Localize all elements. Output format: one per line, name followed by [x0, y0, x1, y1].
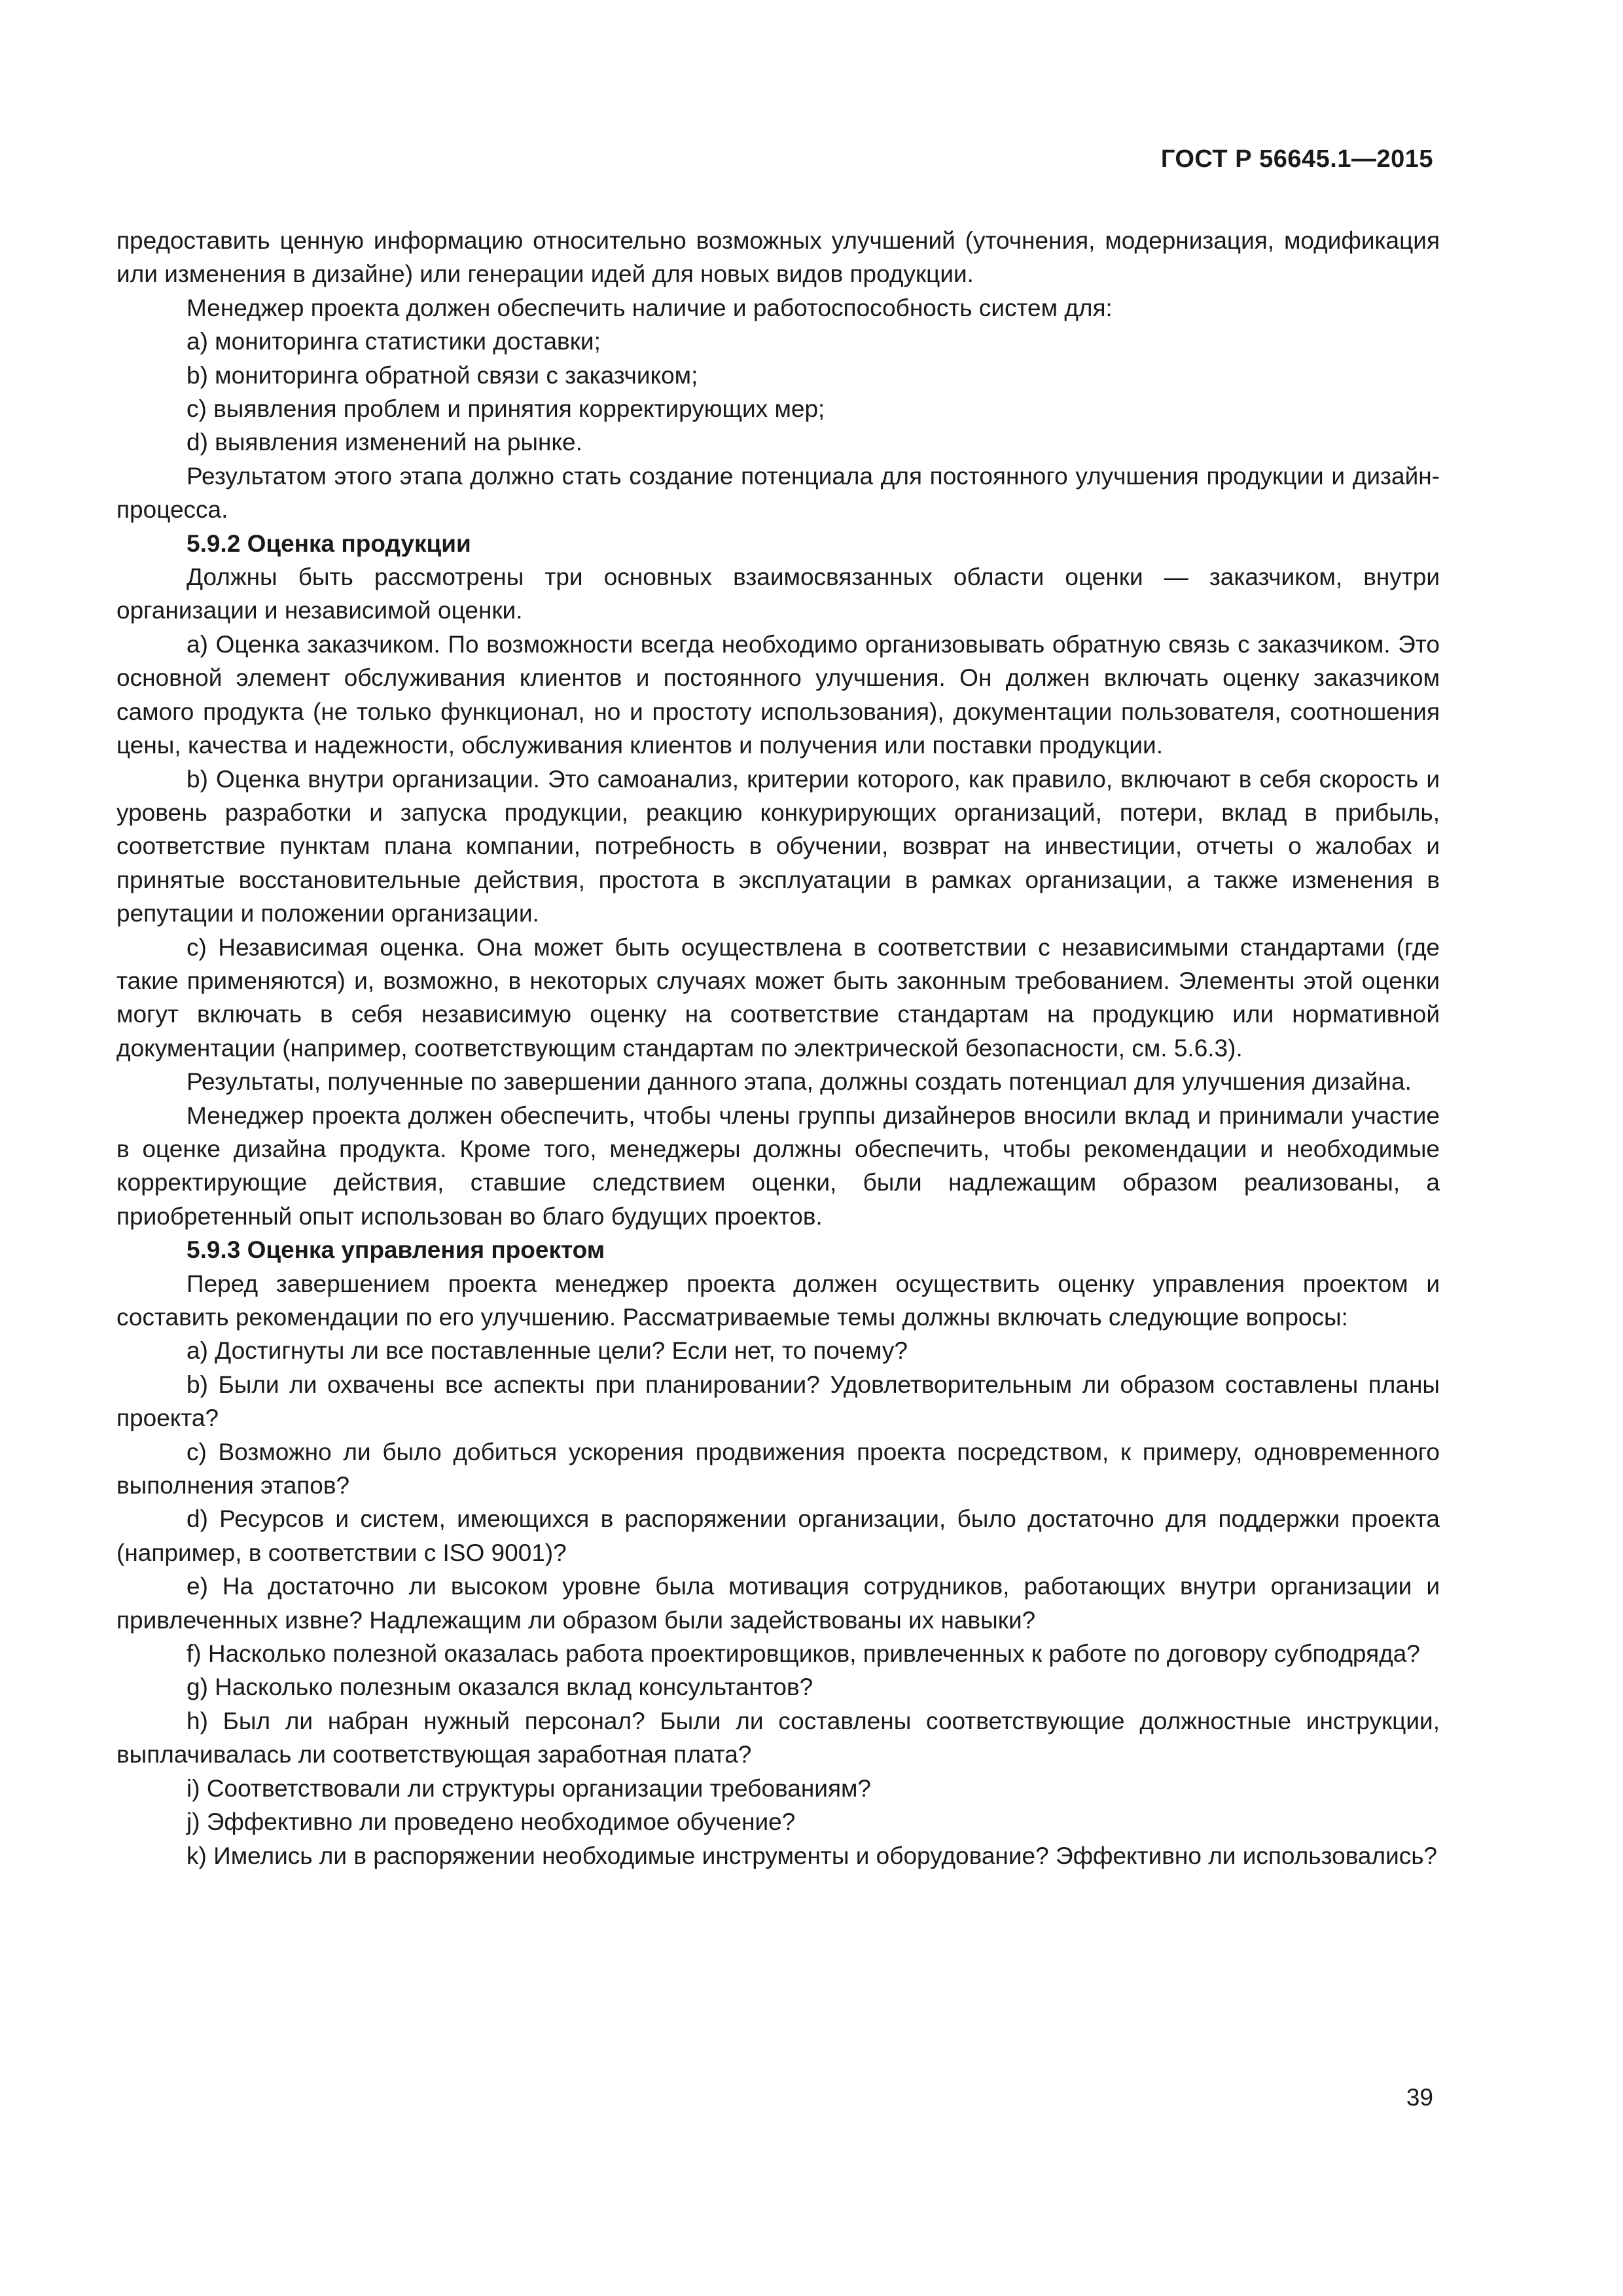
list-item: b) мониторинга обратной связи с заказчиком;	[187, 361, 698, 389]
list-item: f) Насколько полезной оказалась работа проектировщиков, привлеченных к работе по договору субподряда?	[187, 1640, 1420, 1668]
list-item: d) выявления изменений на рынке.	[187, 429, 582, 456]
paragraph: c) Независимая оценка. Она может быть осуществлена в соответствии с независимыми стандартами (где такие применяются) и, возможно, в некоторых случаях может быть законным требованием. Элементы этой оценки могут включать в себя независимую оценку на соответствие стандартам на продукцию или нормативной документации (например, соответствующим стандартам по электрической безопасности, см. 5.6.3).	[116, 933, 1440, 1062]
list-item: d) Ресурсов и систем, имеющихся в распоряжении организации, было достаточно для поддержки проекта (например, в соответствии с ISO 9001)?	[116, 1505, 1440, 1566]
paragraph-continuation: предоставить ценную информацию относительно возможных улучшений (уточнения, модернизация, модификация или изменения в дизайне) или генерации идей для новых видов продукции.	[116, 227, 1440, 288]
paragraph: Результаты, полученные по завершении данного этапа, должны создать потенциал для улучшения дизайна.	[187, 1068, 1412, 1096]
paragraph: Должны быть рассмотрены три основных взаимосвязанных области оценки — заказчиком, внутри организации и независимой оценки.	[116, 564, 1440, 624]
paragraph: Перед завершением проекта менеджер проекта должен осуществить оценку управления проектом и составить рекомендации по его улучшению. Рассматриваемые темы должны включать следующие вопросы:	[116, 1270, 1440, 1331]
list-item: j) Эффективно ли проведено необходимое обучение?	[187, 1808, 796, 1836]
section-heading-5-9-2: 5.9.2 Оценка продукции	[187, 529, 471, 557]
paragraph: Менеджер проекта должен обеспечить, чтобы члены группы дизайнеров вносили вклад и принимали участие в оценке дизайна продукта. Кроме того, менеджеры должны обеспечить, чтобы рекомендации и необходимые корректирующие действия, ставшие следствием оценки, были надлежащим образом реализованы, а приобретенный опыт использован во благо будущих проектов.	[116, 1102, 1440, 1230]
paragraph: b) Оценка внутри организации. Это самоанализ, критерии которого, как правило, включают в себя скорость и уровень разработки и запуска продукции, реакцию конкурирующих организаций, потери, вклад в прибыль, соответствие пунктам плана компании, потребность в обучении, возврат на инвестиции, отчеты о жалобах и принятые восстановительные действия, простота в эксплуатации в рамках организации, а также изменения в репутации и положении организации.	[116, 765, 1440, 927]
list-item: a) Достигнуты ли все поставленные цели? Если нет, то почему?	[187, 1337, 908, 1365]
list-item: g) Насколько полезным оказался вклад консультантов?	[187, 1674, 813, 1701]
document-body	[116, 224, 1440, 1873]
list-item: i) Соответствовали ли структуры организации требованиям?	[187, 1774, 872, 1802]
paragraph: Менеджер проекта должен обеспечить наличие и работоспособность систем для:	[187, 294, 1113, 321]
list-item: k) Имелись ли в распоряжении необходимые инструменты и оборудование? Эффективно ли использовались?	[187, 1842, 1438, 1869]
paragraph: a) Оценка заказчиком. По возможности всегда необходимо организовывать обратную связь с заказчиком. Это основной элемент обслуживания клиентов и постоянного улучшения. Он должен включать оценку заказчиком самого продукта (не только функционал, но и простоту использования), документации пользователя, соотношения цены, качества и надежности, обслуживания клиентов и получения или поставки продукции.	[116, 630, 1440, 759]
list-item: e) На достаточно ли высоком уровне была мотивация сотрудников, работающих внутри организации и привлеченных извне? Надлежащим ли образом были задействованы их навыки?	[116, 1573, 1440, 1634]
page-number: 39	[1406, 2084, 1433, 2111]
paragraph: Результатом этого этапа должно стать создание потенциала для постоянного улучшения продукции и дизайн-процесса.	[116, 462, 1440, 524]
document-code-header: ГОСТ Р 56645.1—2015	[1160, 145, 1433, 173]
list-item: c) выявления проблем и принятия корректирующих мер;	[187, 395, 825, 423]
list-item: h) Был ли набран нужный персонал? Были ли составлены соответствующие должностные инструкции, выплачивалась ли соответствующая заработная плата?	[116, 1707, 1440, 1768]
section-heading-5-9-3: 5.9.3 Оценка управления проектом	[187, 1236, 605, 1264]
list-item: c) Возможно ли было добиться ускорения продвижения проекта посредством, к примеру, одновременного выполнения этапов?	[116, 1438, 1440, 1499]
list-item: b) Были ли охвачены все аспекты при планировании? Удовлетворительным ли образом составлены планы проекта?	[116, 1371, 1440, 1432]
list-item: a) мониторинга статистики доставки;	[187, 328, 601, 355]
